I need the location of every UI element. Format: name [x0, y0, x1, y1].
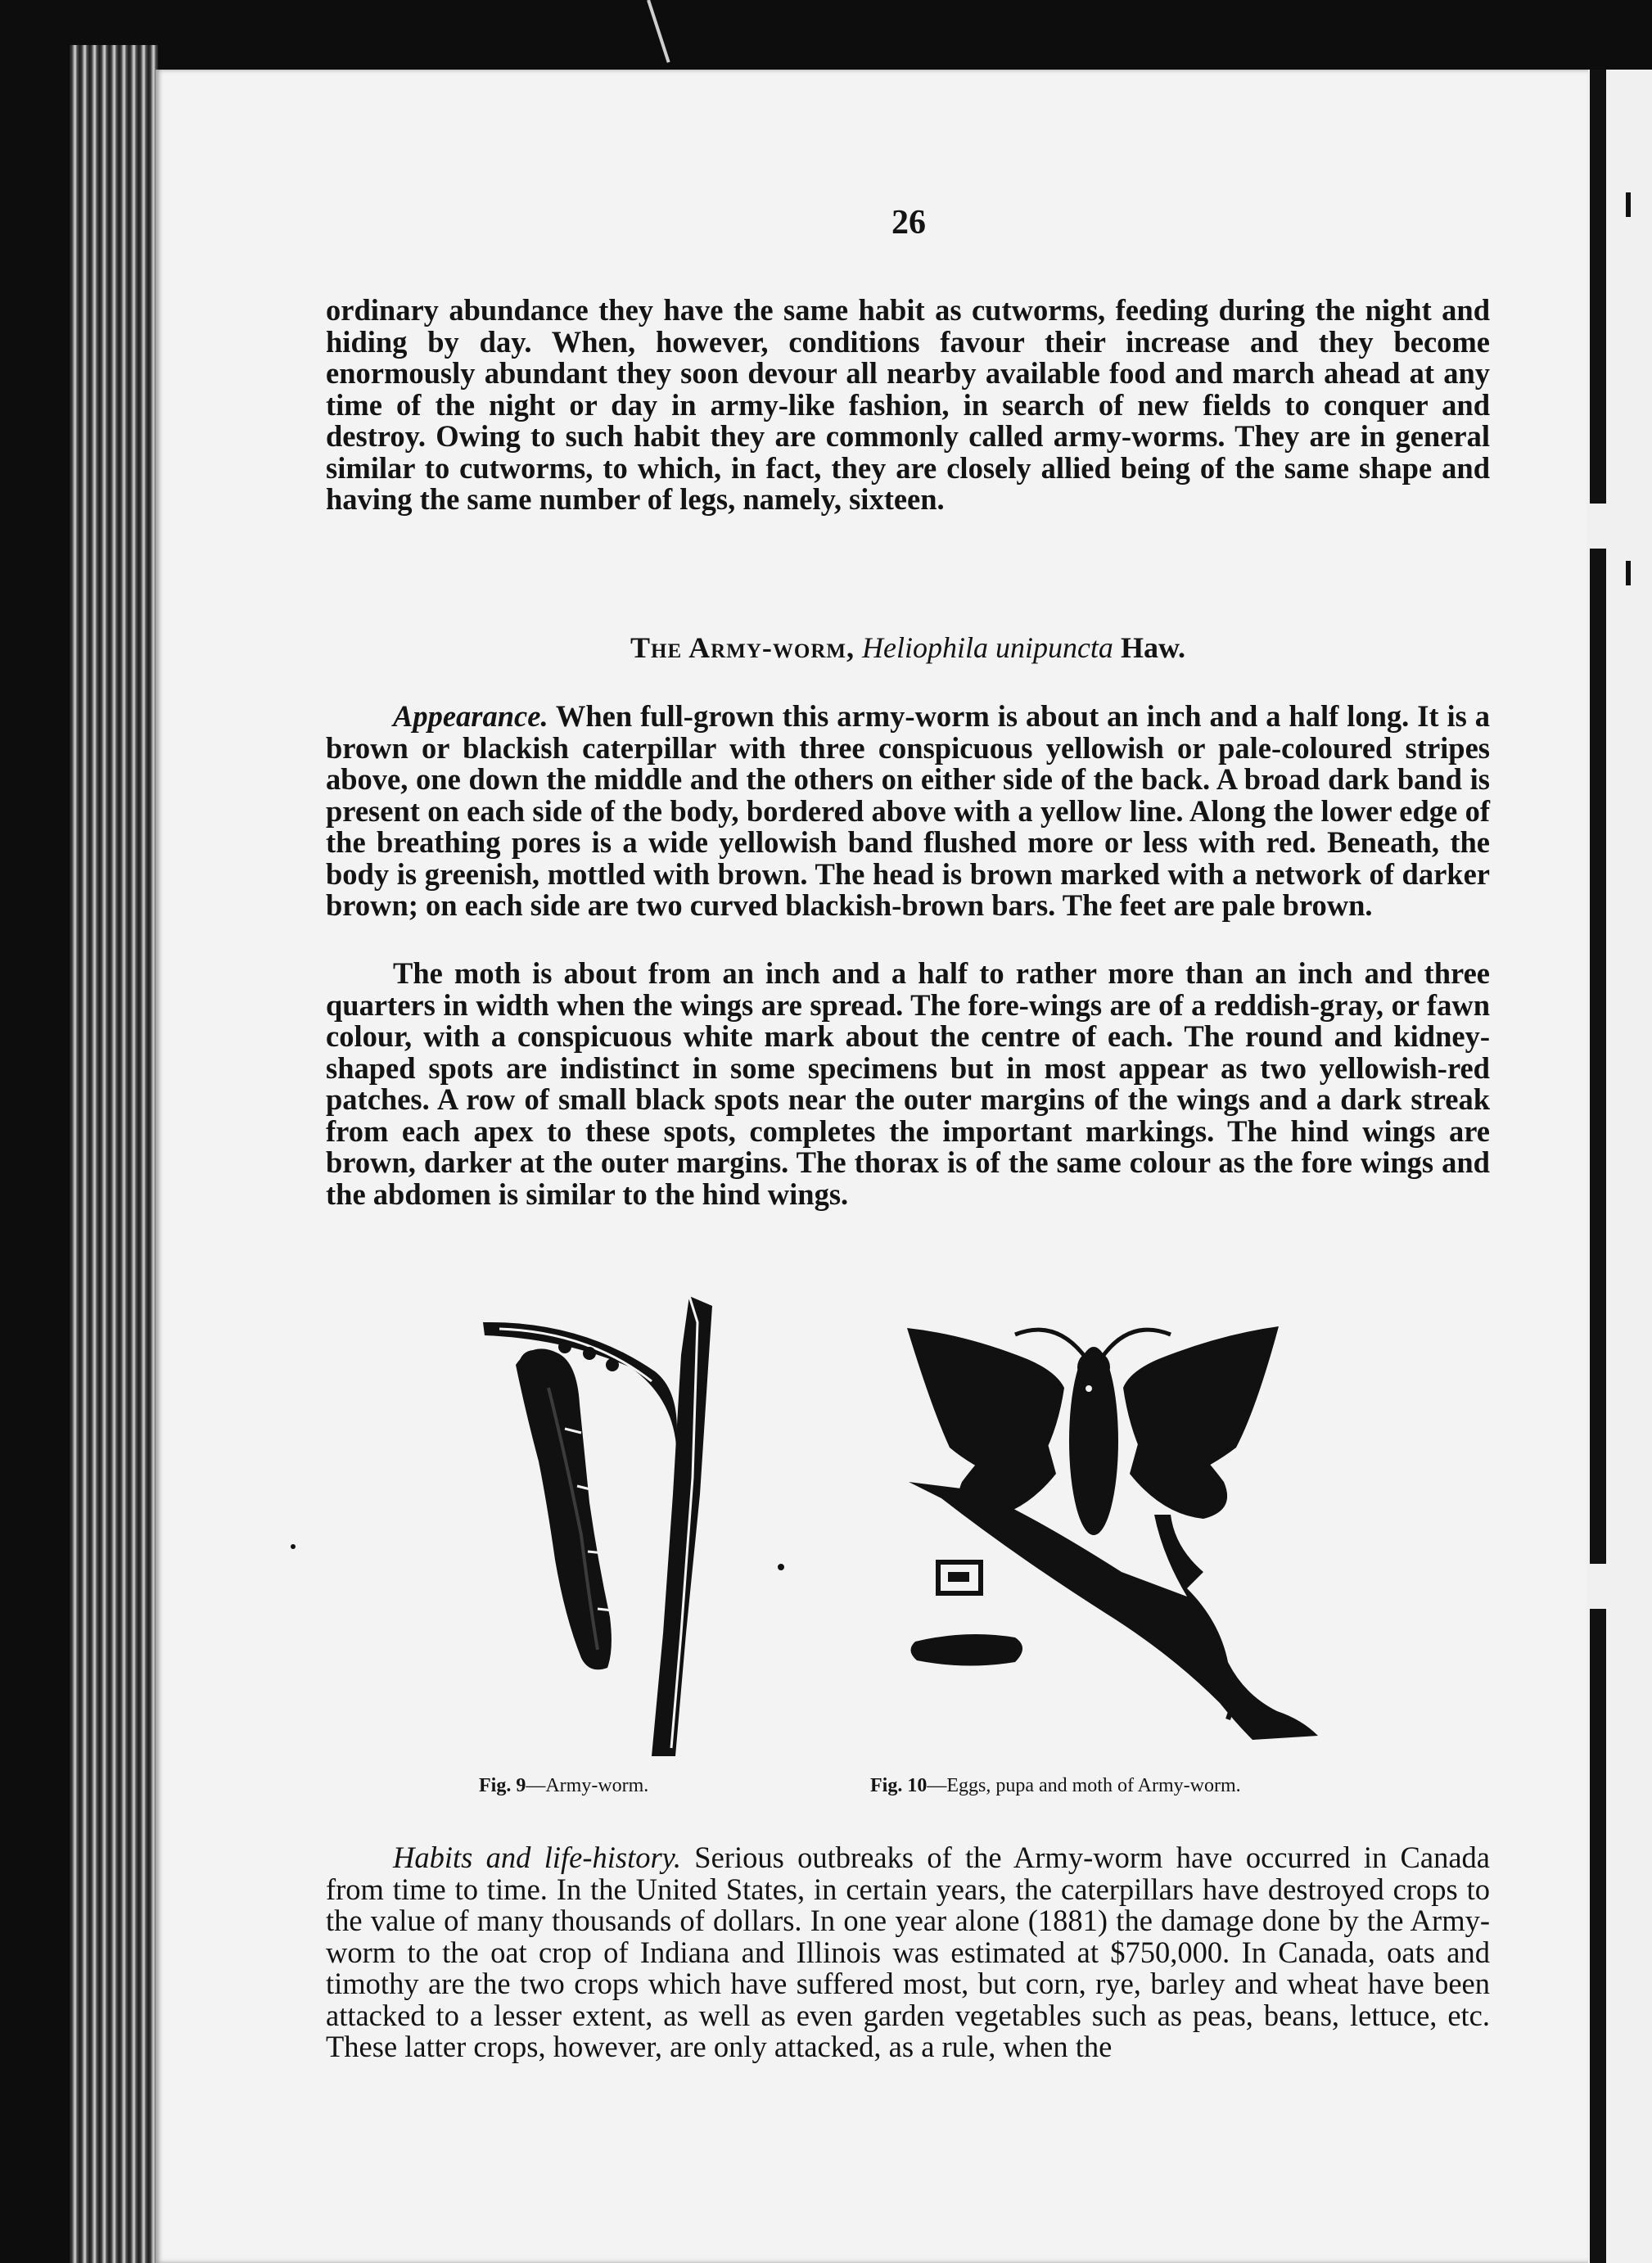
figure-9-caption-text: —Army-worm.	[526, 1775, 649, 1796]
heading-common-name: The Army-worm,	[630, 631, 855, 664]
page-number: 26	[891, 204, 926, 242]
binding-edge	[647, 0, 670, 63]
figure-9-army-worm-illustration	[467, 1290, 729, 1756]
edge-mark	[1590, 1609, 1606, 2263]
figure-9-caption	[479, 1775, 648, 1797]
paragraph-intro: ordinary abundance they have the same habit as cutworms, feeding during the night and hiding by day. When, however, conditions favour their increase and they become enormously abundant they soon devour all nearby available food and march ahead at any time of the night or day in army-like fashion, in search of new fields to conquer and destroy. Owing to such habit they are commonly called army-worms. They are in general similar to cutworms, to which, in fact, they are closely allied being of the same shape and having the same number of legs, namely, sixteen.	[326, 293, 1490, 516]
figure-10-label: Fig. 10	[870, 1775, 928, 1796]
paragraph-body: Serious outbreaks of the Army-worm have occurred in Canada from time to time. In the United States, in certain years, the caterpillars have destroyed crops to the value of many thousands of dollars. In one year alone (1881) the damage done by the Army-worm to the oat crop of Indiana and Illinois was estimated at $750,000. In Canada, oats and timothy are the two crops which have suffered most, but corn, rye, barley and wheat have been attacked to a lesser extent, as well as even garden vegetables such as peas, beans, lettuce, etc. These latter crops, however, are only attacked, as a rule, when the	[326, 1841, 1491, 2063]
facing-page-edge	[1588, 70, 1652, 2263]
heading-author: Haw.	[1120, 631, 1185, 664]
figure-10-caption	[870, 1775, 1241, 1797]
edge-mark	[1590, 549, 1606, 1564]
paragraph-lead: Appearance.	[393, 699, 548, 733]
edge-mark	[1626, 192, 1631, 217]
paragraph-habits	[326, 1842, 1490, 2063]
edge-mark	[1590, 70, 1606, 504]
figure-10-caption-text: —Eggs, pupa and moth of Army-worm.	[927, 1775, 1241, 1796]
heading-scientific-name: Heliophila unipuncta	[861, 631, 1113, 664]
edge-mark	[1626, 561, 1631, 585]
section-heading	[326, 630, 1490, 665]
paragraph-body: When full-grown this army-worm is about an inch and a half long. It is a brown or blackish caterpillar with three conspicuous yellowish or pale-coloured stripes above, one down the middle and the others on either side of the back. A broad dark band is present on each side of the body, bordered above with a yellow line. Along the lower edge of the breathing pores is a wide yellowish band flushed more or less with red. Beneath, the body is greenish, mottled with brown. The head is brown marked with a network of darker brown; on each side are two curved blackish-brown bars. The feet are pale brown.	[326, 699, 1490, 922]
paragraph-appearance	[326, 701, 1490, 922]
paragraph-moth: The moth is about from an inch and a half to rather more than an inch and three quarters in width when the wings are spread. The fore-wings are of a reddish-gray, or fawn colour, with a conspicuous white mark about the centre of each. The round and kidney-shaped spots are indistinct in some specimens but in most appear as two yellowish-red patches. A row of small black spots near the outer margins of the wings and a dark streak from each apex to these spots, completes the important markings. The hind wings are brown, darker at the outer margins. The thorax is of the same colour as the fore wings and the abdomen is similar to the hind wings.	[326, 956, 1490, 1211]
speck	[291, 1544, 296, 1549]
figure-9-label: Fig. 9	[479, 1775, 526, 1796]
paragraph-lead: Habits and life-history.	[393, 1841, 681, 1874]
speck	[778, 1564, 784, 1570]
page-stack-edge	[70, 45, 158, 2263]
figure-10-moth-illustration	[892, 1310, 1334, 1768]
